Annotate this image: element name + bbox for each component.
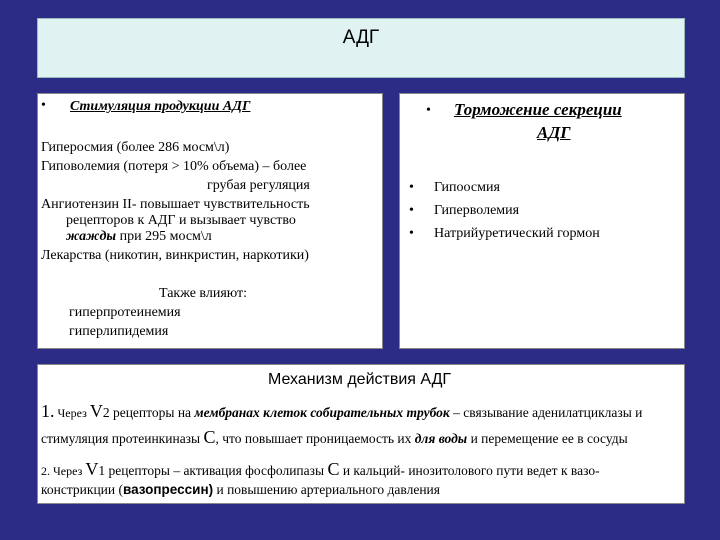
stimulation-heading: Стимуляция продукции АДГ xyxy=(70,99,251,114)
stimulation-panel xyxy=(37,93,383,349)
inhibition-heading-1: Торможение секреции xyxy=(454,100,622,119)
also-title: Также влияют: xyxy=(159,286,248,301)
bullet: • xyxy=(409,203,414,218)
inhibition-item-1: Гипоосмия xyxy=(434,180,500,195)
inhibition-item-2: Гиперволемия xyxy=(434,203,520,218)
inhibition-heading-2: АДГ xyxy=(537,123,571,142)
mechanism-p1-line1: 1. Через V2 рецепторы на мембранах клеток собирательных трубок – связывание аденилатциклазы и xyxy=(41,401,643,421)
stim-line-1: Гиперосмия (более 286 мосм\л) xyxy=(41,140,230,155)
inhibition-item-3: Натрийуретический гормон xyxy=(434,226,600,241)
stim-line-6 xyxy=(66,229,212,245)
stim-line-4: Ангиотензин II- повышает чувствительность xyxy=(41,197,310,212)
thirst-word: жажды xyxy=(66,229,117,244)
mechanism-p2-line2: констрикции (вазопрессин) и повышению артериального давления xyxy=(41,482,440,497)
inhibition-panel xyxy=(399,93,685,349)
also-item-2: гиперлипидемия xyxy=(69,324,169,339)
stim-line-6-rest: при 295 мосм\л xyxy=(116,229,212,244)
stim-line-5: рецепторов к АДГ и вызывает чувство xyxy=(66,213,296,228)
bullet: • xyxy=(409,180,414,195)
mechanism-panel xyxy=(37,364,685,504)
stim-line-7: Лекарства (никотин, винкристин, наркотики) xyxy=(41,248,309,263)
slide-title: АДГ xyxy=(342,27,380,48)
mechanism-p2-line1: 2. Через V1 рецепторы – активация фосфолипазы С и кальций- инозитолового пути ведет к вазо- xyxy=(41,459,600,479)
also-item-1: гиперпротеинемия xyxy=(69,305,181,320)
stim-line-3: грубая регуляция xyxy=(207,178,310,193)
bullet: • xyxy=(426,103,431,118)
mechanism-p1-line2: стимуляция протеинкиназы С, что повышает проницаемость их для воды и перемещение ее в сосуды xyxy=(41,427,628,447)
mechanism-title: Механизм действия АДГ xyxy=(268,371,452,388)
stim-line-2: Гиповолемия (потеря > 10% объема) – более xyxy=(41,159,307,174)
bullet: • xyxy=(409,226,414,241)
title-panel xyxy=(37,18,685,78)
bullet: • xyxy=(41,98,46,113)
